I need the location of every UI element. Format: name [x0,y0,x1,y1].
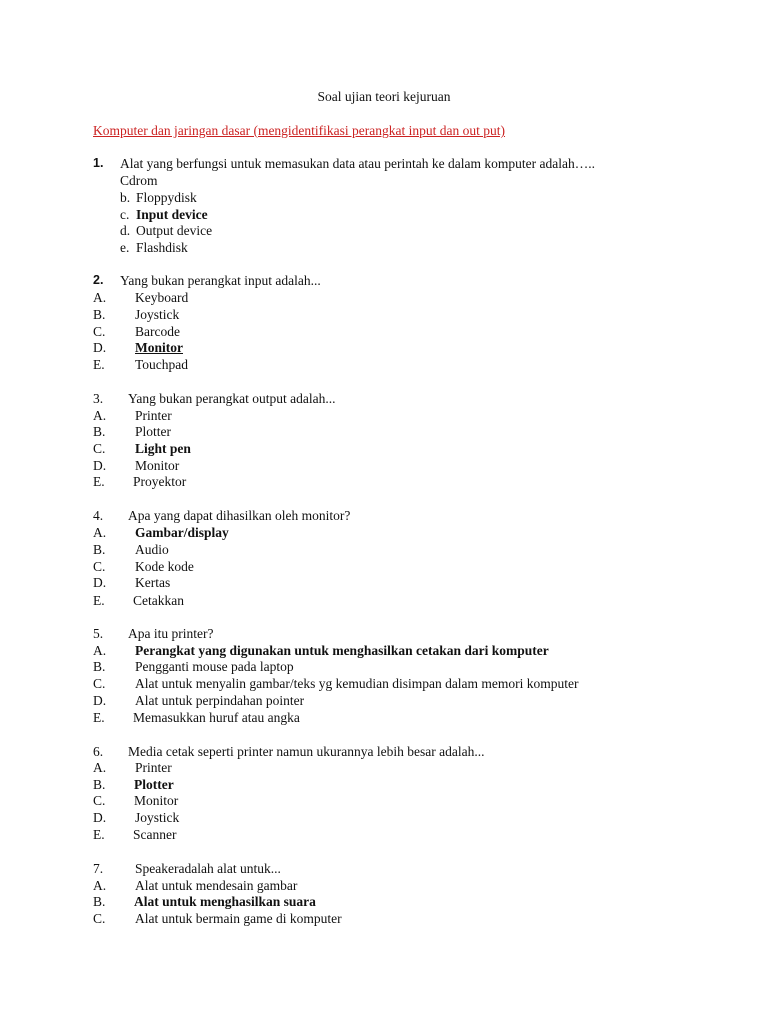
q6-option-c-text: Monitor [134,793,179,808]
q1-option-c-text: Input device [136,207,208,222]
q2-option-e-text: Touchpad [135,357,189,372]
q1-option-e-letter: e. [120,240,130,255]
q5-option-b-letter: B. [93,659,106,674]
q5-option-a-letter: A. [93,643,107,658]
q6-option-b-text: Plotter [134,777,174,792]
q3-option-b-letter: B. [93,424,106,439]
q1-option-a-text: Cdrom [120,173,158,188]
q2-option-c-text: Barcode [135,324,180,339]
q6-option-e-letter: E. [93,827,105,842]
q2-option-a-text: Keyboard [135,290,189,305]
q5-option-c-letter: C. [93,676,106,691]
q4-option-e-text: Cetakkan [133,593,184,608]
q4-option-c-text: Kode kode [135,559,194,574]
q1-option-e-text: Flashdisk [136,240,188,255]
q2-option-c-letter: C. [93,324,106,339]
q4-option-c-letter: C. [93,559,106,574]
q3-option-b-text: Plotter [135,424,171,439]
q3-option-e-text: Proyektor [133,474,187,489]
q7-option-b-text: Alat untuk menghasilkan suara [134,894,316,909]
q6-option-c-letter: C. [93,793,106,808]
q6-option-a-text: Printer [135,760,172,775]
q7-option-a-text: Alat untuk mendesain gambar [135,878,298,893]
q6-option-a-letter: A. [93,760,107,775]
question-2-number: 2. [93,273,104,287]
q7-option-c-text: Alat untuk bermain game di komputer [135,911,342,926]
q4-option-a-text: Gambar/display [135,525,229,540]
q7-option-b-letter: B. [93,894,106,909]
q3-option-d-letter: D. [93,458,107,473]
q4-option-b-text: Audio [135,542,169,557]
question-7-number: 7. [93,861,104,876]
q2-option-d-text: Monitor [135,340,183,355]
q4-option-d-letter: D. [93,575,107,590]
question-1-number: 1. [93,156,104,170]
q3-option-e-letter: E. [93,474,105,489]
q5-option-e-text: Memasukkan huruf atau angka [133,710,300,725]
q2-option-a-letter: A. [93,290,107,305]
q2-option-d-letter: D. [93,340,107,355]
q5-option-e-letter: E. [93,710,105,725]
page-subtitle: Komputer dan jaringan dasar (mengidentifikasi perangkat input dan out put) [93,123,506,138]
q5-option-d-text: Alat untuk perpindahan pointer [135,693,305,708]
q6-option-d-text: Joystick [135,810,180,825]
q1-option-d-letter: d. [120,223,131,238]
q5-option-c-text: Alat untuk menyalin gambar/teks yg kemudian disimpan dalam memori komputer [135,676,579,691]
q3-option-a-letter: A. [93,408,107,423]
q7-option-a-letter: A. [93,878,107,893]
q3-option-a-text: Printer [135,408,172,423]
q1-option-d-text: Output device [136,223,213,238]
q4-option-b-letter: B. [93,542,106,557]
page-title: Soal ujian teori kejuruan [317,89,451,104]
question-7-text: Speakeradalah alat untuk... [135,861,281,876]
q1-option-b-letter: b. [120,190,131,205]
question-2-text: Yang bukan perangkat input adalah... [120,273,321,288]
q5-option-a-text: Perangkat yang digunakan untuk menghasilkan cetakan dari komputer [135,643,549,658]
q7-option-c-letter: C. [93,911,106,926]
q4-option-d-text: Kertas [135,575,171,590]
question-6-number: 6. [93,744,104,759]
q6-option-b-letter: B. [93,777,106,792]
q5-option-d-letter: D. [93,693,107,708]
question-5-text: Apa itu printer? [128,626,214,641]
q1-option-b-text: Floppydisk [136,190,197,205]
q4-option-a-letter: A. [93,525,107,540]
question-5-number: 5. [93,626,104,641]
q1-option-c-letter: c. [120,207,130,222]
q5-option-b-text: Pengganti mouse pada laptop [135,659,294,674]
question-1-text: Alat yang berfungsi untuk memasukan data atau perintah ke dalam komputer adalah….. [120,156,595,171]
question-4-number: 4. [93,508,104,523]
q2-option-b-letter: B. [93,307,106,322]
q3-option-c-text: Light pen [135,441,191,456]
q6-option-e-text: Scanner [133,827,177,842]
question-4-text: Apa yang dapat dihasilkan oleh monitor? [128,508,351,523]
question-3-text: Yang bukan perangkat output adalah... [128,391,336,406]
q2-option-e-letter: E. [93,357,105,372]
question-3-number: 3. [93,391,104,406]
q2-option-b-text: Joystick [135,307,180,322]
q3-option-c-letter: C. [93,441,106,456]
q6-option-d-letter: D. [93,810,107,825]
q3-option-d-text: Monitor [135,458,180,473]
question-6-text: Media cetak seperti printer namun ukurannya lebih besar adalah... [128,744,485,759]
q4-option-e-letter: E. [93,593,105,608]
